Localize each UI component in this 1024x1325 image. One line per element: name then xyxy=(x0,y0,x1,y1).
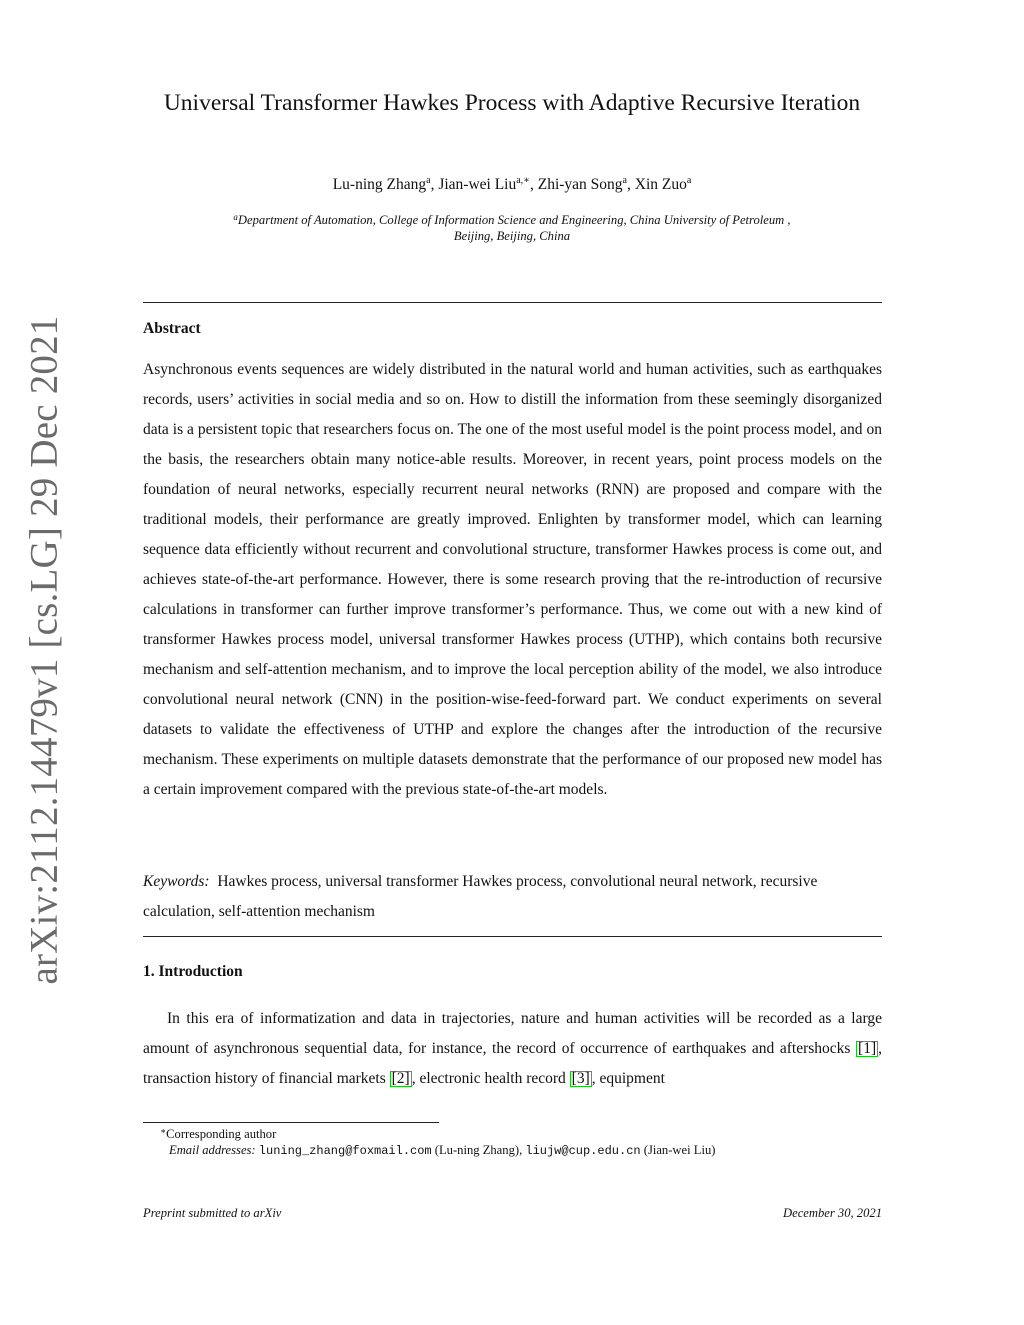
section-heading-introduction: 1. Introduction xyxy=(143,963,243,980)
email-address[interactable]: luning_zhang@foxmail.com xyxy=(258,1144,432,1158)
affiliation xyxy=(140,212,884,244)
abstract-heading: Abstract xyxy=(143,320,201,337)
footnote-emails xyxy=(169,1143,715,1158)
email-address[interactable]: liujw@cup.edu.cn xyxy=(525,1144,641,1158)
intro-text: In this era of informatization and data in trajectories, nature and human activities will be recorded as a large amount of asynchronous sequential data, for instance, the record of occurrence of earthquakes and aftershocks xyxy=(143,1010,882,1057)
preprint-note: Preprint submitted to arXiv xyxy=(143,1206,282,1220)
abstract-bottom-rule xyxy=(143,936,882,937)
footnote-corresponding xyxy=(160,1127,276,1142)
footnote-rule xyxy=(143,1122,439,1123)
affiliation-line-2: Beijing, Beijing, China xyxy=(453,229,571,243)
author-affiliation-mark: a xyxy=(622,175,627,186)
email-owner: (Jian-wei Liu) xyxy=(643,1143,716,1157)
author-name: Xin Zuo xyxy=(634,176,687,193)
footnote-corresponding-text: Corresponding author xyxy=(166,1127,277,1141)
keywords-text: Hawkes process, universal transformer Hawkes process, convolutional neural network, recursive calculation, self-attention mechanism xyxy=(143,873,818,920)
author-name: Lu-ning Zhang xyxy=(332,176,427,193)
arxiv-identifier: arXiv:2112.14479v1 [cs.LG] 29 Dec 2021 xyxy=(22,315,66,985)
paper-title: Universal Transformer Hawkes Process with Adaptive Recursive Iteration xyxy=(163,90,861,116)
footer-date: December 30, 2021 xyxy=(783,1206,882,1220)
footnote-mark: ∗ xyxy=(160,1126,167,1136)
abstract-top-rule xyxy=(143,302,882,303)
affiliation-line-1: Department of Automation, College of Information Science and Engineering, China University of Petroleum , xyxy=(237,213,791,227)
email-owner: (Lu-ning Zhang), xyxy=(434,1143,523,1157)
intro-text: , transaction history of financial markets xyxy=(143,1040,882,1087)
citation-link[interactable]: [3] xyxy=(571,1070,590,1087)
citation-link[interactable]: [2] xyxy=(391,1070,410,1087)
author-affiliation-mark: a xyxy=(426,175,431,186)
author-name: Jian-wei Liu xyxy=(438,176,517,193)
intro-text: , electronic health record xyxy=(411,1070,570,1087)
author-name: Zhi-yan Song xyxy=(537,176,623,193)
author-affiliation-mark: a xyxy=(686,175,692,186)
author-list: Lu-ning Zhang$^a$, Jian-wei Liu$^{a,∗}$, Zhi-yan Song$^a$, Xin Zuo$^a$ xyxy=(332,175,692,193)
intro-text: , equipment xyxy=(591,1070,665,1087)
email-label: Email addresses: xyxy=(169,1143,256,1157)
keywords xyxy=(143,867,882,927)
introduction-paragraph xyxy=(143,1004,882,1094)
affiliation-mark: a xyxy=(233,212,238,222)
abstract-text: Asynchronous events sequences are widely distributed in the natural world and human activities, such as earthquakes records, users’ activities in social media and so on. How to distill the information from these seemingly disorganized data is a persistent topic that researchers focus on. The one of the most useful model is the point process model, and on the basis, the researchers obtain many notice-able results. Moreover, in recent years, point process models on the foundation of neural networks, especially recurrent neural networks (RNN) are proposed and compare with the traditional models, their performance are greatly improved. Enlighten by transformer model, which can learning sequence data efficiently without recurrent and convolutional structure, transformer Hawkes process is come out, and achieves state-of-the-art performance. However, there is some research proving that the re-introduction of recursive calculations in transformer can further improve transformer’s performance. Thus, we come out with a new kind of transformer Hawkes process model, universal transformer Hawkes process (UTHP), which contains both recursive mechanism and self-attention mechanism, and to improve the local perception ability of the model, we also introduce convolutional neural network (CNN) in the position-wise-feed-forward part. We conduct experiments on several datasets to validate the effectiveness of UTHP and explore the changes after the introduction of the recursive mechanism. These experiments on multiple datasets demonstrate that the performance of our proposed new model has a certain improvement compared with the previous state-of-the-art models. xyxy=(143,361,882,798)
author-affiliation-mark: a,∗ xyxy=(516,175,530,186)
citation-link[interactable]: [1] xyxy=(858,1040,877,1057)
keywords-label: Keywords: xyxy=(143,873,210,890)
